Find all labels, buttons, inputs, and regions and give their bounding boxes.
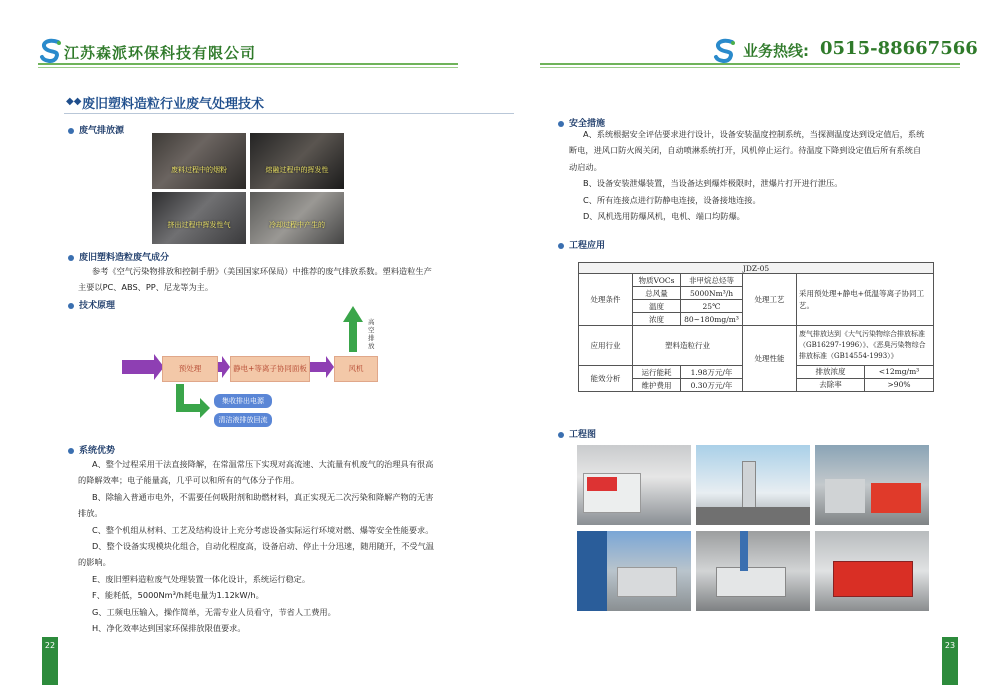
- section-label: 系统优势: [79, 446, 116, 456]
- safety-line: B、设备安装泄爆装置，当设备达到爆炸极限时，泄爆片打开进行泄压。: [583, 178, 843, 189]
- advantage-line: C、整个机组从材料、工艺及结构设计上充分考虑设备实际运行环境对燃、爆等安全性能要求。: [92, 524, 434, 535]
- page-number-left: 22: [42, 637, 58, 685]
- safety-line: C、所有连接点进行防静电连接，设备接地连接。: [583, 194, 761, 205]
- cond-label: 处理条件: [579, 274, 633, 326]
- header-divider-left-thin: [38, 67, 458, 68]
- table-cell: 5000Nm³/h: [681, 287, 743, 300]
- perf-value: 废气排放达到《大气污染物综合排放标准（GB16297-1996）》、《恶臭污染物综合排放标准（GB14554-1993）》: [797, 326, 934, 366]
- advantage-line: H、净化效率达到国家环保排放限值要求。: [92, 623, 246, 634]
- emission-row: [797, 379, 934, 392]
- table-cell: 温度: [633, 300, 681, 313]
- photo-caption: 废料过程中的烟粉: [171, 166, 227, 174]
- section-bullet-icon: [558, 243, 564, 249]
- advantages-list: [78, 456, 518, 636]
- advantage-line: F、能耗低，5000Nm³/h耗电量为1.12kW/h。: [92, 590, 264, 601]
- flow-exhaust-label: 高空排放: [368, 318, 375, 350]
- hotline-label: 业务热线:: [743, 42, 809, 60]
- photo-emission-2: [250, 133, 344, 189]
- section-label: 废气排放源: [79, 126, 125, 136]
- table-cell: 总风量: [633, 287, 681, 300]
- company-logo-icon: [38, 38, 64, 64]
- safety-line: 动启动。: [569, 161, 602, 172]
- table-cell: 运行能耗: [633, 366, 681, 379]
- section-project-photos: [558, 427, 596, 440]
- page-title: 废旧塑料造粒行业废气处理技术: [82, 97, 265, 112]
- header-divider-right-thin: [540, 67, 960, 68]
- hotline-number: 0515-88667566: [820, 38, 978, 59]
- photo-caption: 熔融过程中的挥发性: [265, 166, 329, 174]
- section-bullet-icon: [68, 128, 74, 134]
- project-photo-6: [815, 531, 929, 611]
- advantage-line: A、整个过程采用干法直接降解，在常温常压下实现对高流速、大流量有机废气的治理具有很高: [92, 459, 434, 469]
- table-cell: >90%: [887, 380, 911, 389]
- section-technical-principle: [68, 298, 115, 311]
- section-bullet-icon: [68, 255, 74, 261]
- table-cell: 非甲烷总烃等: [681, 274, 743, 287]
- energy-label: 能效分析: [579, 366, 633, 392]
- application-table: [578, 262, 934, 392]
- flow-recycle-2: 清洁液排放回流: [214, 413, 272, 427]
- advantage-line: B、除输入普通市电外，不需要任何吸附剂和助燃材料，真正实现无二次污染和降解产物的无害: [92, 491, 434, 502]
- section-waste-gas-composition: [68, 250, 169, 263]
- photo-caption: 挤出过程中挥发性气: [167, 221, 231, 229]
- composition-text: [78, 263, 518, 296]
- section-label: 技术原理: [79, 301, 116, 311]
- photo-emission-3: [152, 192, 246, 244]
- header-divider-right: [540, 63, 960, 65]
- section-label: 工程应用: [569, 241, 606, 251]
- title-bullet-icon: ◆◆: [66, 96, 82, 107]
- table-cell: 维护费用: [633, 379, 681, 392]
- table-cell: 排放浓度: [797, 366, 865, 378]
- company-logo-icon-right: [712, 38, 738, 64]
- company-name: 江苏森派环保科技有限公司: [64, 44, 257, 62]
- project-photo-1: [577, 445, 691, 525]
- project-photo-4: [577, 531, 691, 611]
- advantage-line: 的降解效率；电子能量高，几乎可以和所有的气体分子作用。: [78, 475, 300, 486]
- section-label: 安全措施: [569, 119, 606, 129]
- table-cell: 物质VOCs: [633, 274, 681, 287]
- section-label: 废旧塑料造粒废气成分: [79, 253, 170, 263]
- table-cell: 1.98万元/年: [681, 366, 743, 379]
- table-cell: 80~180mg/m³: [681, 313, 743, 326]
- section-engineering-application: [558, 238, 605, 251]
- emission-row: [797, 366, 934, 379]
- section-label: 工程图: [569, 430, 597, 440]
- process-value: 采用预处理+静电+低温等离子协同工艺。: [797, 274, 934, 326]
- title-underline: [64, 113, 514, 114]
- industry-value: 塑料造粒行业: [633, 326, 743, 366]
- section-emission-source: [68, 123, 124, 136]
- table-title: JDZ-05: [579, 263, 934, 274]
- section-bullet-icon: [558, 121, 564, 127]
- section-bullet-icon: [68, 448, 74, 454]
- safety-line: D、风机选用防爆风机，电机、端口均防爆。: [583, 211, 745, 222]
- safety-line: 断电，进风口防火阀关闭，自动喷淋系统打开，风机停止运行。待温度下降到设定值后所有系统自: [569, 145, 922, 156]
- advantage-line: 排放。: [78, 508, 103, 519]
- photo-emission-4: [250, 192, 344, 244]
- table-cell: <12mg/m³: [878, 367, 920, 376]
- advantage-line: E、废旧塑料造粒废气处理装置一体化设计，系统运行稳定。: [92, 573, 311, 584]
- section-bullet-icon: [68, 303, 74, 309]
- safety-line: A、系统根据安全评估要求进行设计，设备安装温度控制系统，当探测温度达到设定值后，系统: [583, 129, 925, 139]
- text-line: 主要以PC、ABS、PP、尼龙等为主。: [78, 282, 214, 293]
- advantage-line: 的影响。: [78, 557, 111, 568]
- section-system-advantages: [68, 443, 115, 456]
- flow-recycle-1: 集收排出电源: [214, 394, 272, 408]
- project-photo-5: [696, 531, 810, 611]
- flow-step-plasma: 静电+等离子协同面板: [230, 356, 310, 382]
- industry-label: 应用行业: [579, 326, 633, 366]
- table-cell: 去除率: [797, 379, 865, 391]
- photo-caption: 冷却过程中产生的: [269, 221, 325, 229]
- text-line: 参考《空气污染物排放和控制手册》（美国国家环保局）中推荐的废气排放系数。塑料造粒生产: [92, 266, 432, 276]
- advantage-line: G、工频电压输入，操作简单，无需专业人员看守，节省人工费用。: [92, 606, 336, 617]
- table-cell: 25℃: [681, 300, 743, 313]
- table-cell: 浓度: [633, 313, 681, 326]
- page-number-right: 23: [942, 637, 958, 685]
- project-photo-2: [696, 445, 810, 525]
- advantage-line: D、整个设备实现模块化组合，自动化程度高，设备启动、停止十分迅速，随用随开，不受气温: [92, 541, 434, 552]
- project-photo-3: [815, 445, 929, 525]
- flow-step-pretreatment: 预处理: [162, 356, 218, 382]
- flow-step-fan: 风机: [334, 356, 378, 382]
- header-divider-left: [38, 63, 458, 65]
- section-bullet-icon: [558, 432, 564, 438]
- safety-list: [569, 126, 949, 224]
- process-label: 处理工艺: [743, 274, 797, 326]
- perf-label: 处理性能: [743, 326, 797, 392]
- table-cell: 0.30万元/年: [681, 379, 743, 392]
- photo-emission-1: [152, 133, 246, 189]
